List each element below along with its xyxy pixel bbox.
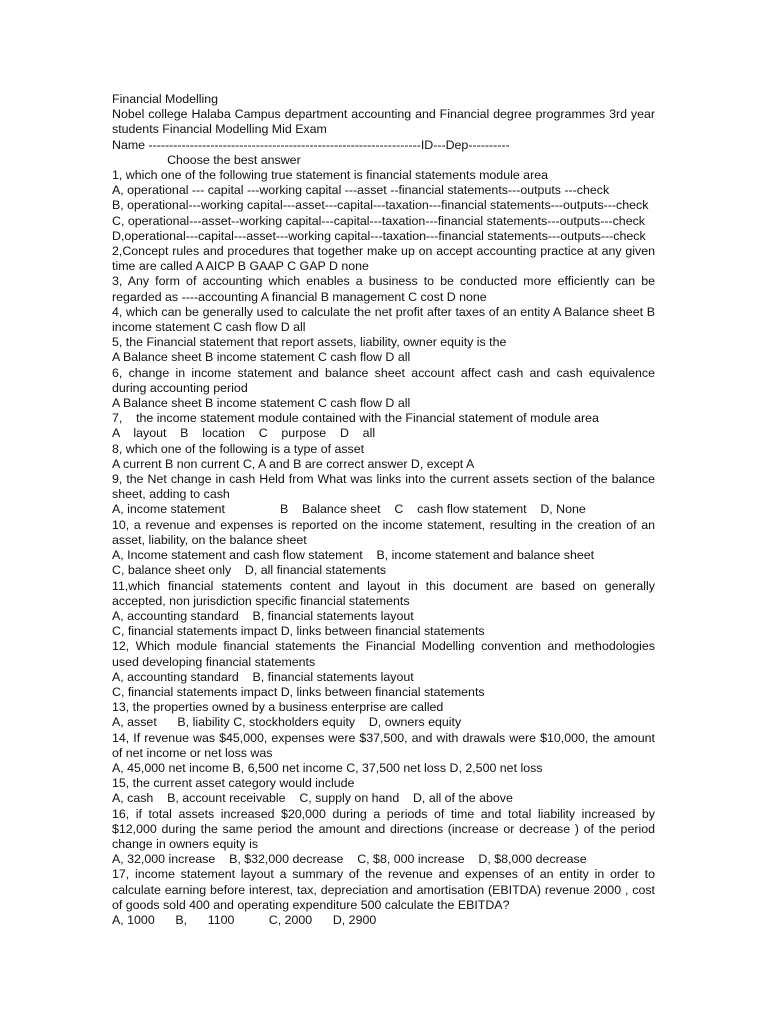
exam-line: Choose the best answer [112,152,301,167]
exam-line: C, balance sheet only D, all financial statements [112,563,387,578]
exam-line: C, operational---asset--working capital---capital---taxation---financial statements---outputs---check [112,213,645,228]
exam-paragraph: 3, Any form of accounting which enables a business to be conducted more efficiently can be regarded as ----accounting A financial B management C cost D none [112,274,655,304]
exam-line: B, operational---working capital---asset---capital---taxation---financial statements---outputs---check [112,198,649,213]
exam-line: A, 45,000 net income B, 6,500 net income C, 37,500 net loss D, 2,500 net loss [112,760,543,775]
exam-line: 15, the current asset category would include [112,776,355,791]
exam-line: Financial Modelling [112,92,219,106]
exam-line: A, Income statement and cash flow statement B, income statement and balance sheet [112,548,595,563]
exam-paragraph: Nobel college Halaba Campus department accounting and Financial degree programmes 3rd year students Financial Modelling Mid Exam [112,107,655,137]
exam-paragraph: 4, which can be generally used to calculate the net profit after taxes of an entity A Balance sheet B income statement C cash flow D all [112,304,655,335]
exam-line: C, financial statements impact D, links between financial statements [112,684,485,699]
exam-line: D,operational---capital---asset---working capital---taxation---financial statements---outputs---check [112,228,646,243]
exam-paragraph: 14, If revenue was $45,000, expenses were $37,500, and with drawals were $10,000, the amount of net income or net loss was [112,730,655,760]
exam-line: A, operational --- capital ---working capital ---asset --financial statements---outputs ---check [112,183,610,198]
exam-paragraph: 11,which financial statements content and layout in this document are based on generally accepted, non jurisdiction specific financial statements [112,578,655,608]
exam-paragraph: 17, income statement layout a summary of the revenue and expenses of an entity in order to calculate earning before interest, tax, depreciation and amortisation (EBITDA) revenue 2000 , cost of goods sold 400 and operating expenditure 500 calculate the EBITDA? [112,867,655,912]
exam-line: 8, which one of the following is a type of asset [112,441,365,456]
exam-paragraph: 6, change in income statement and balance sheet account affect cash and cash equivalence during accounting period [112,365,655,395]
exam-line: A Balance sheet B income statement C cash flow D all [112,396,411,411]
exam-line: Name ------------------------------------------------------------------ID---Dep---------- [112,137,510,152]
exam-line: A layout B location C purpose D all [112,426,376,441]
exam-line: A current B non current C, A and B are correct answer D, except A [112,456,475,471]
exam-line: 13, the properties owned by a business enterprise are called [112,700,444,715]
exam-line: A, accounting standard B, financial statements layout [112,669,414,684]
exam-paragraph: 16, if total assets increased $20,000 during a periods of time and total liability increased by $12,000 during the same period the amount and directions (increase or decrease ) of the period change in owners equity is [112,806,655,851]
exam-line: A, asset B, liability C, stockholders equity D, owners equity [112,715,462,730]
exam-line: A, 1000 B, 1100 C, 2000 D, 2900 [112,912,377,927]
exam-line: 1, which one of the following true statement is financial statements module area [112,168,548,183]
exam-line: A, 32,000 increase B, $32,000 decrease C, $8, 000 increase D, $8,000 decrease [112,852,587,867]
exam-line: 7, the income statement module contained with the Financial statement of module area [112,411,599,426]
exam-line: C, financial statements impact D, links between financial statements [112,624,485,639]
exam-line: A Balance sheet B income statement C cash flow D all [112,350,411,365]
exam-line: A, cash B, account receivable C, supply on hand D, all of the above [112,791,513,806]
exam-paragraph: 2,Concept rules and procedures that together make up on accept accounting practice at any given time are called A AICP B GAAP C GAP D none [112,244,655,274]
exam-document [112,92,655,928]
exam-paragraph: 10, a revenue and expenses is reported on the income statement, resulting in the creation of an asset, liability, on the balance sheet [112,517,655,547]
exam-paragraph: 12, Which module financial statements the Financial Modelling convention and methodologies used developing financial statements [112,639,655,669]
exam-line: 5, the Financial statement that report assets, liability, owner equity is the [112,335,507,350]
exam-paragraph: 9, the Net change in cash Held from What was links into the current assets section of the balance sheet, adding to cash [112,472,655,502]
exam-line: A, income statement B Balance sheet C cash flow statement D, None [112,502,586,517]
exam-line: A, accounting standard B, financial statements layout [112,608,414,623]
